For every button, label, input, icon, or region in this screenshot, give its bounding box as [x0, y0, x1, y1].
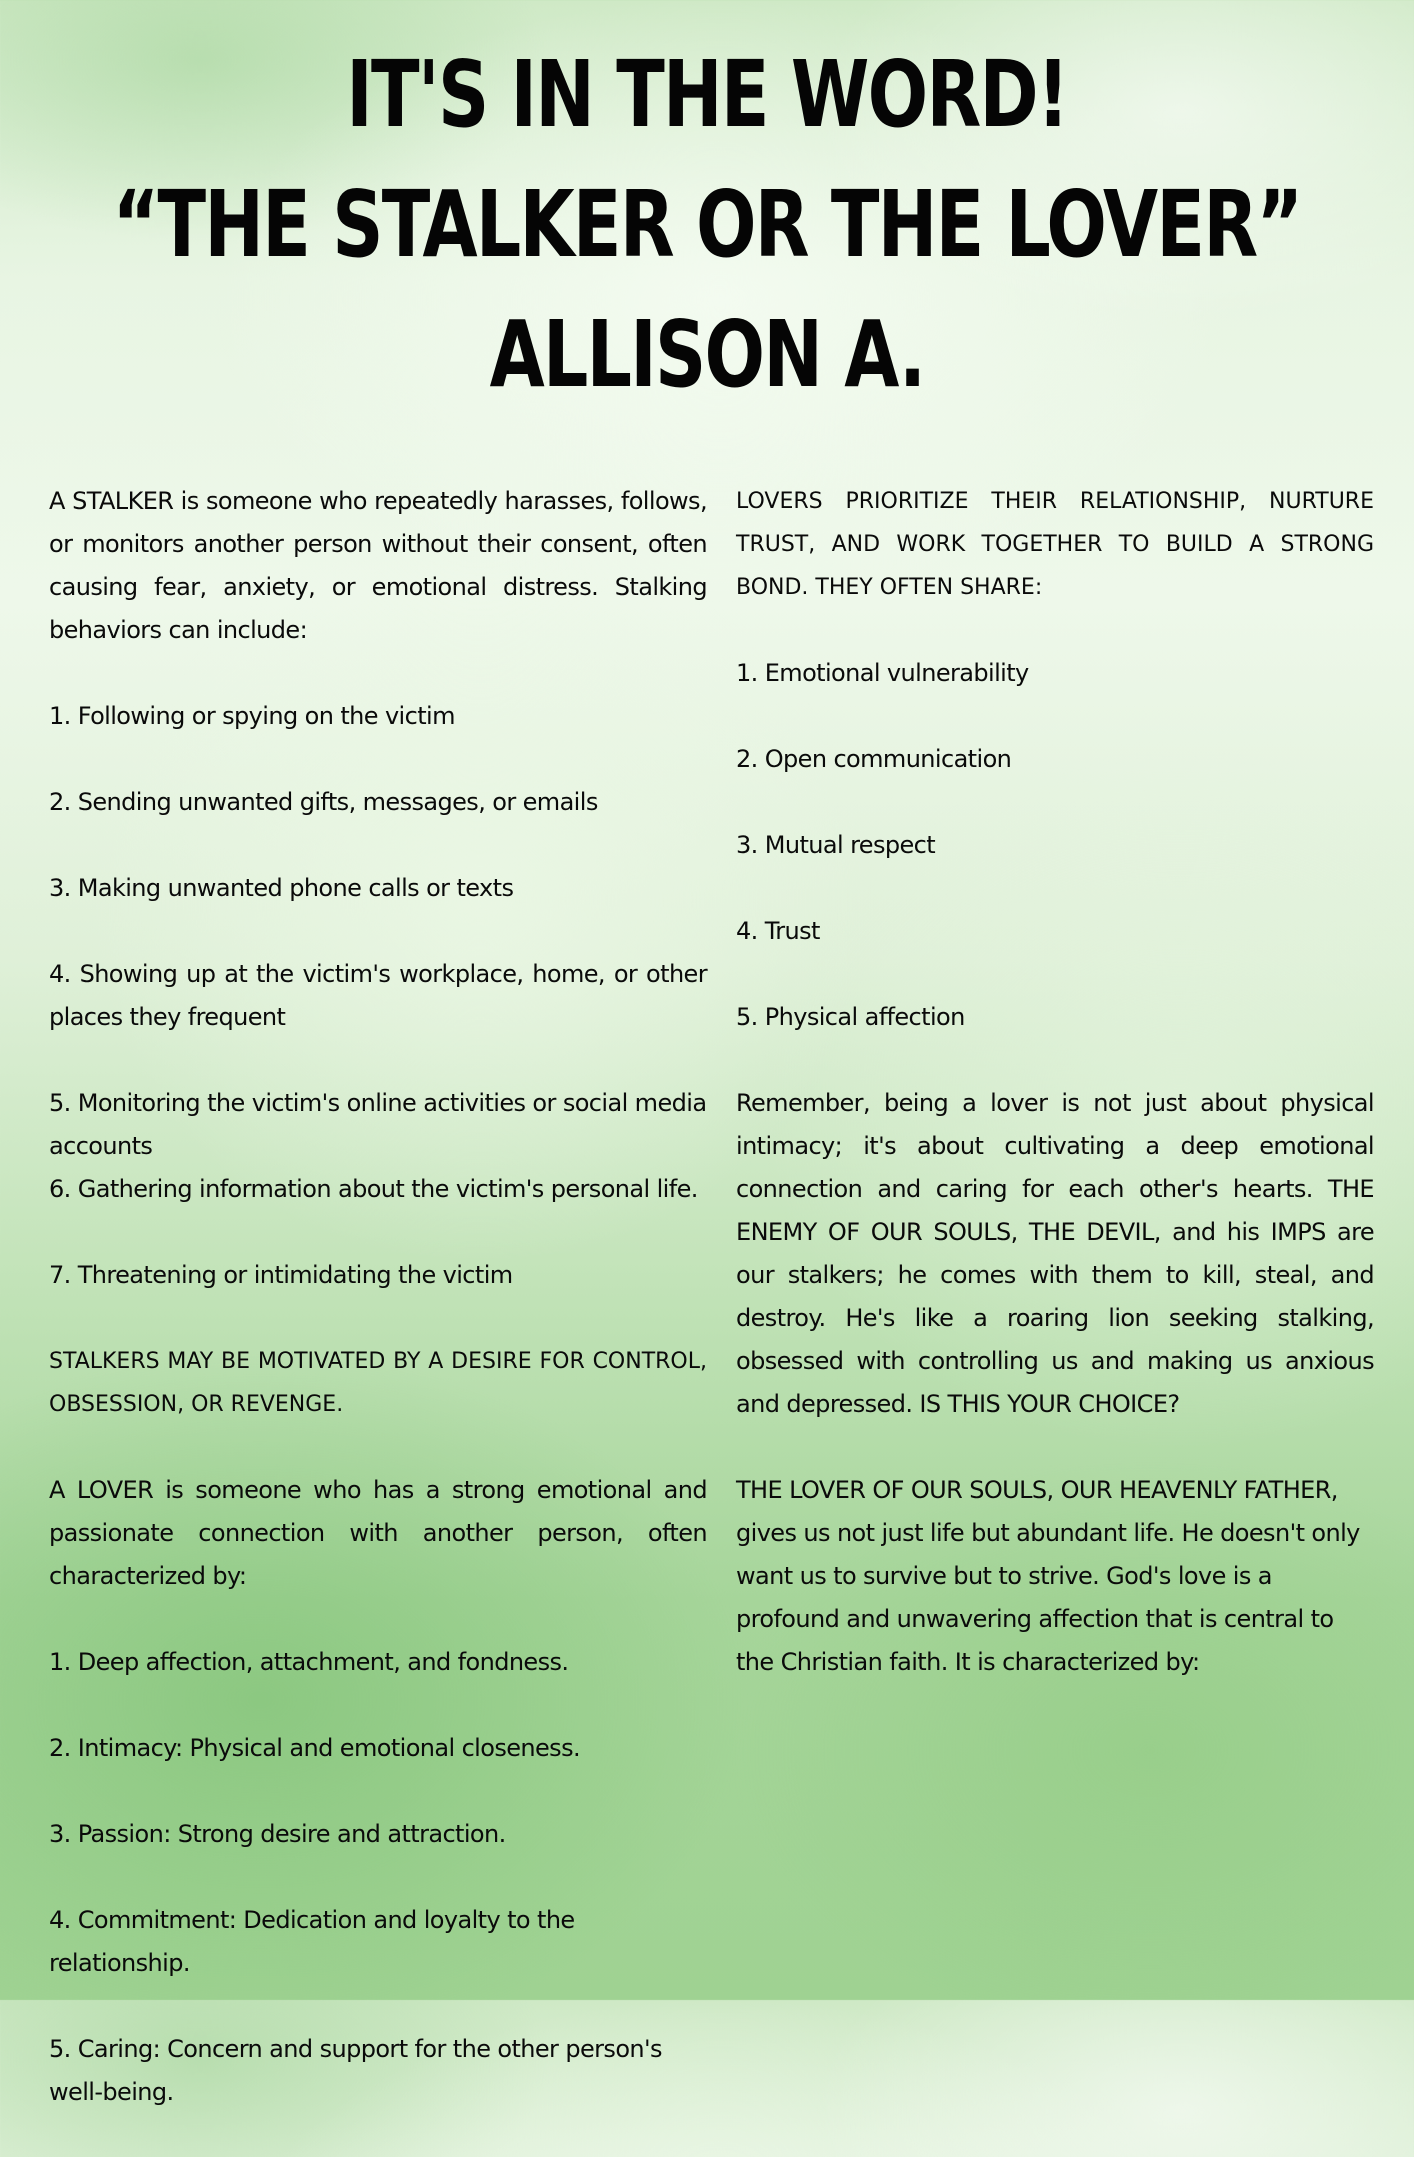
lover-definition: A LOVER is someone who has a strong emotional and passionate connection with another person, often characterized by: — [49, 1476, 707, 1590]
list-item: 2. Sending unwanted gifts, messages, or emails — [49, 788, 598, 816]
list-item: 4. Trust — [736, 917, 820, 945]
stalker-motivation: STALKERS MAY BE MOTIVATED BY A DESIRE FOR CONTROL, OBSESSION, OR REVENGE. — [49, 1349, 707, 1417]
list-item: 1. Emotional vulnerability — [736, 659, 1029, 687]
list-item: 3. Mutual respect — [736, 831, 936, 859]
list-item: 5. Physical affection — [736, 1003, 965, 1031]
title-block — [0, 30, 1414, 420]
list-item: 1. Deep affection, attachment, and fondness. — [49, 1648, 569, 1676]
page-title: IT'S IN THE WORD! — [346, 41, 1068, 148]
author-name: ALLISON A. — [489, 301, 925, 408]
list-item: 5. Monitoring the victim's online activities or social media accounts — [49, 1089, 707, 1160]
lovers-priorities: LOVERS PRIORITIZE THEIR RELATIONSHIP, NURTURE TRUST, AND WORK TOGETHER TO BUILD A STRONG BOND. THEY OFTEN SHARE: — [736, 489, 1374, 600]
stalker-definition: A STALKER is someone who repeatedly harasses, follows, or monitors another person without their consent, often causing fear, anxiety, or emotional distress. Stalking behaviors can include: — [49, 487, 707, 644]
remember-paragraph: Remember, being a lover is not just about physical intimacy; it's about cultivating a deep emotional connection and caring for each other's hearts. THE ENEMY OF OUR SOULS, THE DEVIL, and his IMPS are our stalkers; he comes with them to kill, steal, and destroy. He's like a roaring lion seeking stalking, obsessed with controlling us and making us anxious and depressed. IS THIS YOUR CHOICE? — [736, 1089, 1374, 1418]
list-item: 4. Commitment: Dedication and loyalty to the relationship. — [49, 1906, 575, 1977]
list-item: 1. Following or spying on the victim — [49, 702, 455, 730]
list-item: 3. Making unwanted phone calls or texts — [49, 874, 514, 902]
right-column — [736, 480, 1374, 1727]
list-item: 4. Showing up at the victim's workplace, home, or other places they frequent — [49, 960, 707, 1031]
left-column — [49, 480, 707, 2157]
list-item: 2. Intimacy: Physical and emotional closeness. — [49, 1734, 581, 1762]
list-item: 7. Threatening or intimidating the victim — [49, 1261, 513, 1289]
list-item: 3. Passion: Strong desire and attraction. — [49, 1820, 506, 1848]
list-item: 2. Open communication — [736, 745, 1012, 773]
page-subtitle: “THE STALKER OR THE LOVER” — [112, 171, 1302, 278]
heavenly-father-paragraph: THE LOVER OF OUR SOULS, OUR HEAVENLY FATHER, gives us not just life but abundant life. He doesn't only want us to survive but to strive. God's love is a profound and unwavering affection that is central to the Christian faith. It is characterized by: — [736, 1476, 1360, 1676]
list-item: 5. Caring: Concern and support for the other person's well-being. — [49, 2035, 662, 2106]
list-item: 6. Gathering information about the victim's personal life. — [49, 1175, 698, 1203]
